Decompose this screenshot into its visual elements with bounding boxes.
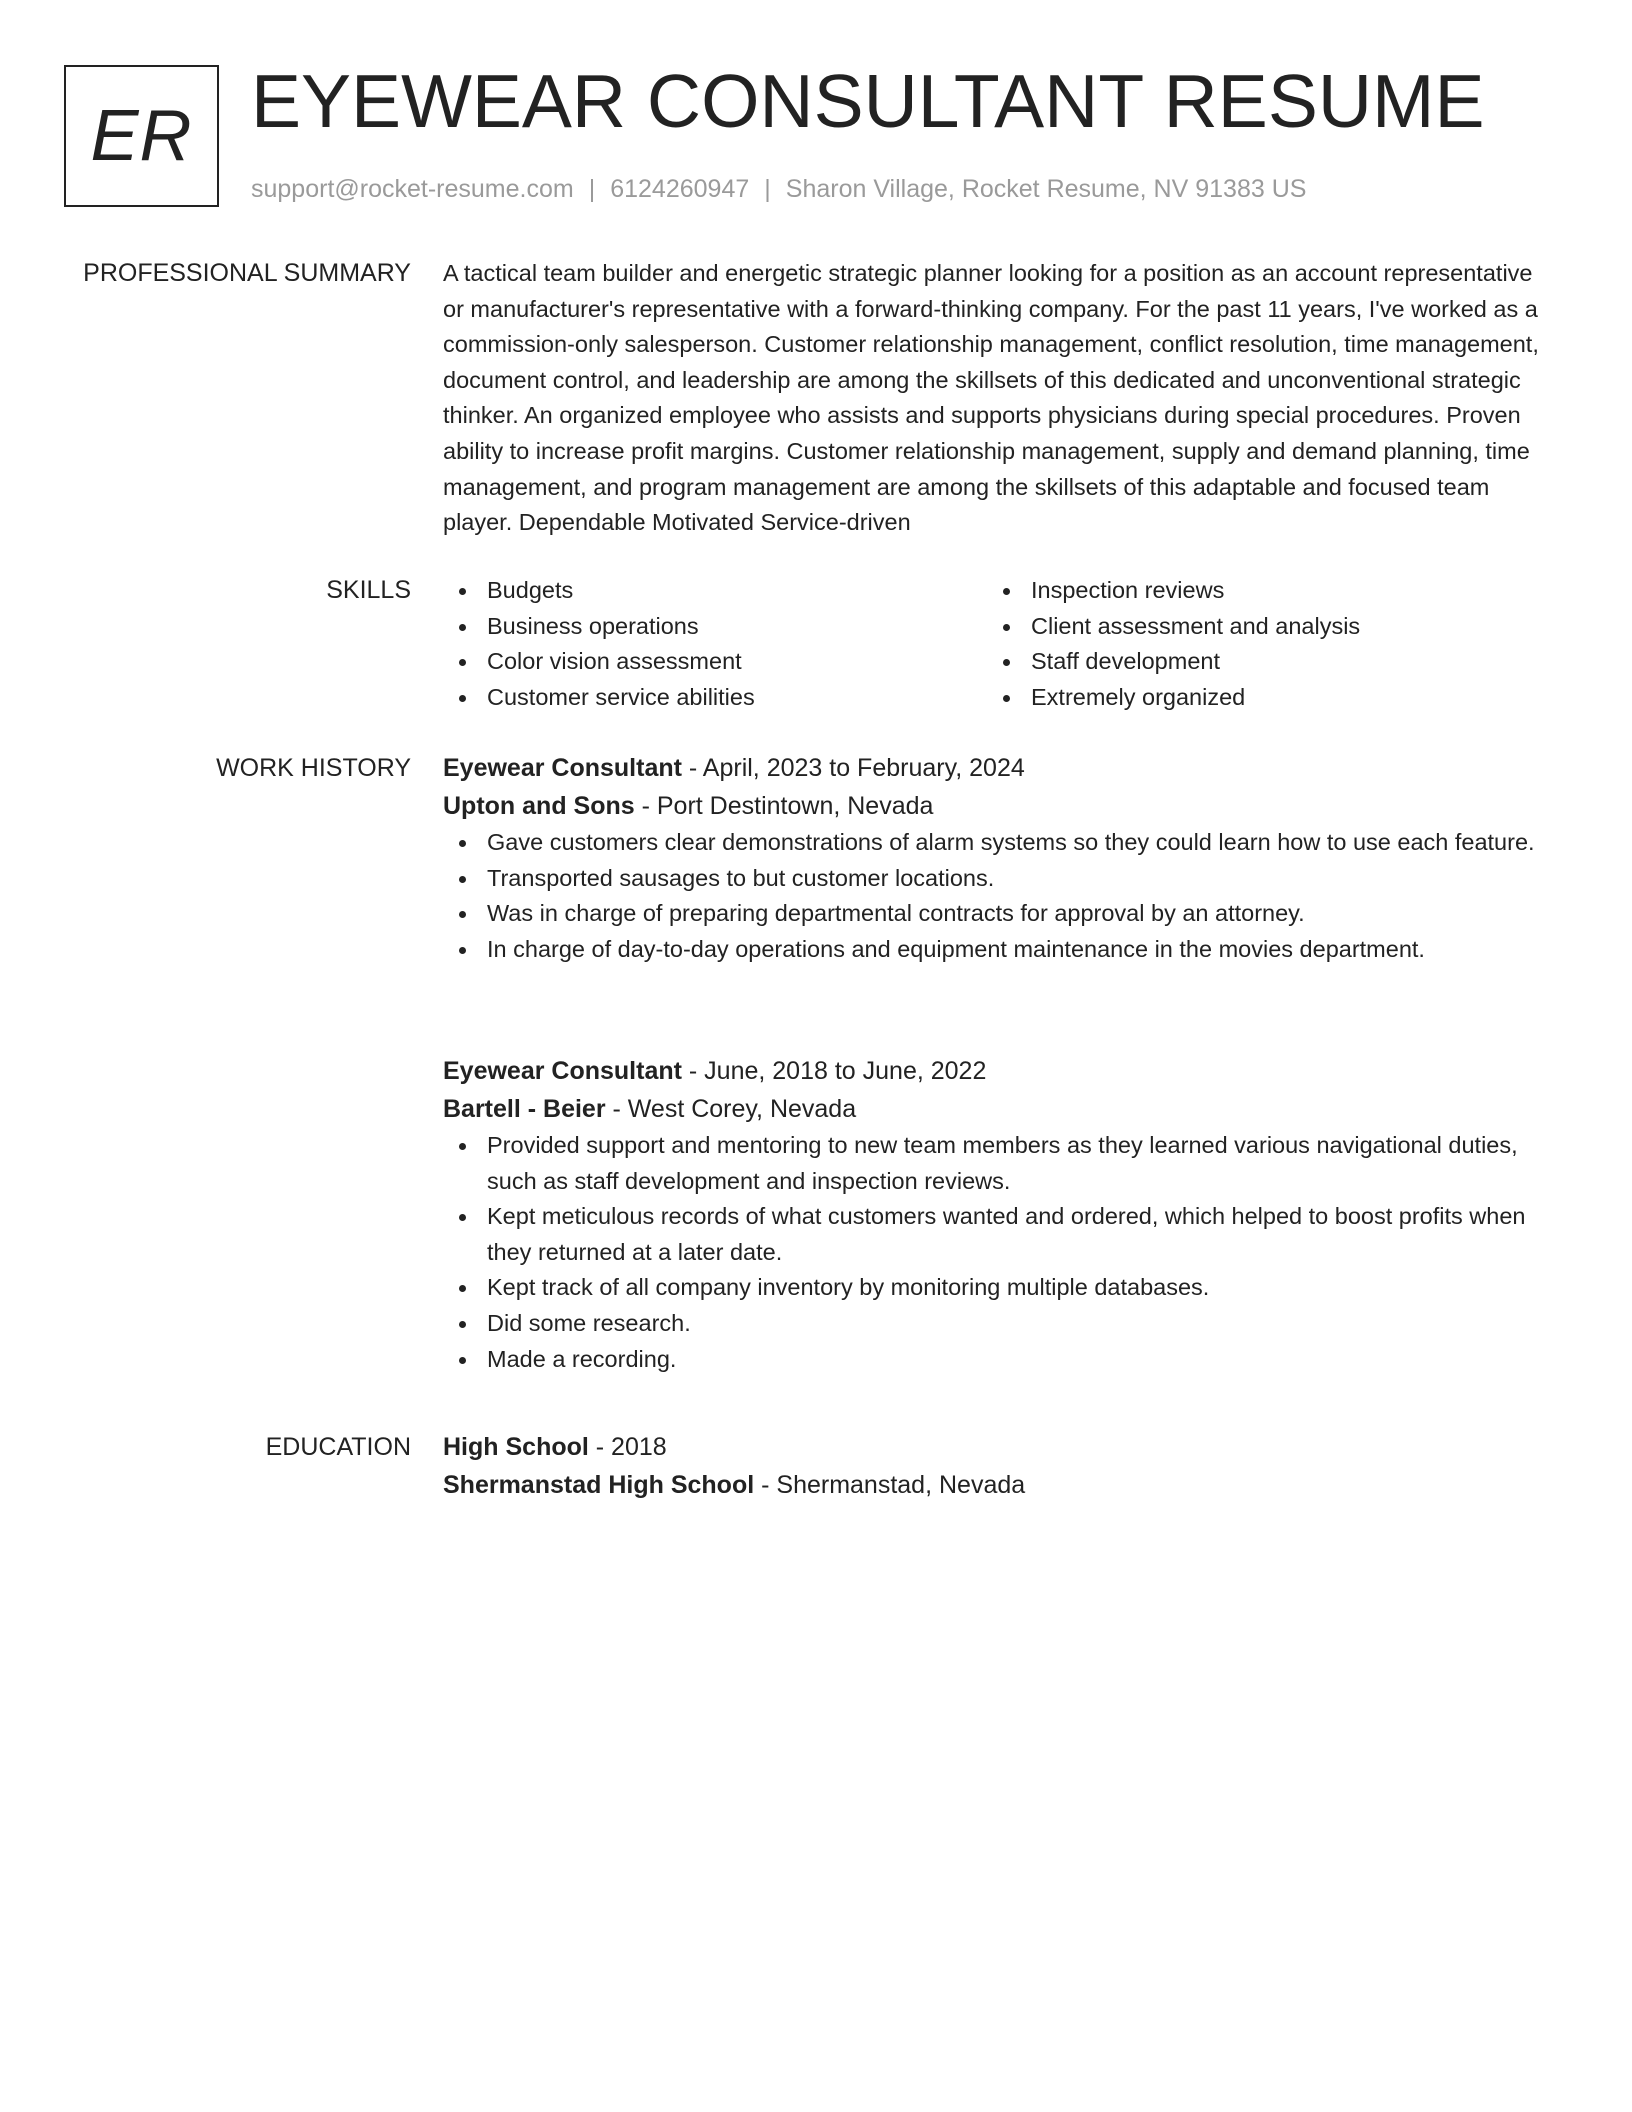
- education-school: Shermanstad High School: [443, 1471, 755, 1499]
- education-entry: [443, 1428, 1553, 1504]
- education-school-line: [443, 1466, 1553, 1504]
- job-bullet: Provided support and mentoring to new team members as they learned various navigational duties, such as staff development and inspection reviews.: [443, 1128, 1553, 1199]
- contact-line: [251, 172, 1306, 206]
- job-company: Upton and Sons: [443, 792, 635, 820]
- skill-item: Business operations: [443, 609, 987, 645]
- job-entry: [443, 1052, 1553, 1377]
- job-bullet: In charge of day-to-day operations and equipment maintenance in the movies department.: [443, 932, 1553, 968]
- resume-title: EYEWEAR CONSULTANT RESUME: [251, 59, 1485, 143]
- education-label: EDUCATION: [265, 1433, 411, 1461]
- skill-item: Extremely organized: [987, 680, 1531, 716]
- contact-separator: |: [764, 175, 771, 203]
- skill-item: Customer service abilities: [443, 680, 987, 716]
- job-title: Eyewear Consultant: [443, 754, 682, 782]
- skills-column-left: [443, 573, 987, 715]
- skills-section: [443, 573, 1553, 715]
- monogram-initials: ER: [90, 96, 193, 176]
- job-location: - West Corey, Nevada: [612, 1095, 857, 1123]
- summary-section: [443, 256, 1553, 541]
- job-bullet: Gave customers clear demonstrations of alarm systems so they could learn how to use each feature.: [443, 825, 1553, 861]
- education-location: - Shermanstad, Nevada: [761, 1471, 1026, 1499]
- job-bullet: Made a recording.: [443, 1342, 1553, 1378]
- job-title-line: [443, 749, 1553, 787]
- skills-label: SKILLS: [326, 576, 411, 604]
- job-entry: [443, 749, 1553, 967]
- skill-item: Client assessment and analysis: [987, 609, 1531, 645]
- skill-item: Staff development: [987, 644, 1531, 680]
- contact-address: Sharon Village, Rocket Resume, NV 91383 US: [785, 175, 1307, 203]
- skills-grid: [443, 573, 1553, 715]
- skills-column-right: [987, 573, 1531, 715]
- job-bullet: Did some research.: [443, 1306, 1553, 1342]
- summary-label: PROFESSIONAL SUMMARY: [83, 259, 411, 287]
- skill-item: Inspection reviews: [987, 573, 1531, 609]
- contact-email: support@rocket-resume.com: [251, 175, 574, 203]
- skill-item: Budgets: [443, 573, 987, 609]
- education-year: - 2018: [595, 1433, 667, 1461]
- job-title-line: [443, 1052, 1553, 1090]
- job-company-line: [443, 787, 1553, 825]
- job-bullet-list: [443, 825, 1553, 967]
- job-company-line: [443, 1090, 1553, 1128]
- job-bullet: Kept track of all company inventory by monitoring multiple databases.: [443, 1270, 1553, 1306]
- summary-text: A tactical team builder and energetic strategic planner looking for a position as an account representative or manufacturer's representative with a forward-thinking company. For the past 11 years, I've worked as a commission-only salesperson. Customer relationship management, conflict resolution, time management, document control, and leadership are among the skillsets of this dedicated and unconventional strategic thinker. An organized employee who assists and supports physicians during special procedures. Proven ability to increase profit margins. Customer relationship management, supply and demand planning, time management, and program management are among the skillsets of this adaptable and focused team player. Dependable Motivated Service-driven: [443, 260, 1539, 536]
- job-title: Eyewear Consultant: [443, 1057, 682, 1085]
- job-dates: - April, 2023 to February, 2024: [688, 754, 1025, 782]
- job-bullet: Transported sausages to but customer locations.: [443, 861, 1553, 897]
- education-degree-line: [443, 1428, 1553, 1466]
- job-company: Bartell - Beier: [443, 1095, 606, 1123]
- job-bullet: Was in charge of preparing departmental contracts for approval by an attorney.: [443, 896, 1553, 932]
- job-dates: - June, 2018 to June, 2022: [688, 1057, 987, 1085]
- contact-phone: 6124260947: [610, 175, 750, 203]
- job-bullet: Kept meticulous records of what customers wanted and ordered, which helped to boost profits when they returned at a later date.: [443, 1199, 1553, 1270]
- job-bullet-list: [443, 1128, 1553, 1377]
- monogram-box: [64, 65, 219, 207]
- education-degree: High School: [443, 1433, 589, 1461]
- contact-separator: |: [588, 175, 596, 203]
- work-history-label: WORK HISTORY: [216, 754, 411, 782]
- job-location: - Port Destintown, Nevada: [641, 792, 934, 820]
- skill-item: Color vision assessment: [443, 644, 987, 680]
